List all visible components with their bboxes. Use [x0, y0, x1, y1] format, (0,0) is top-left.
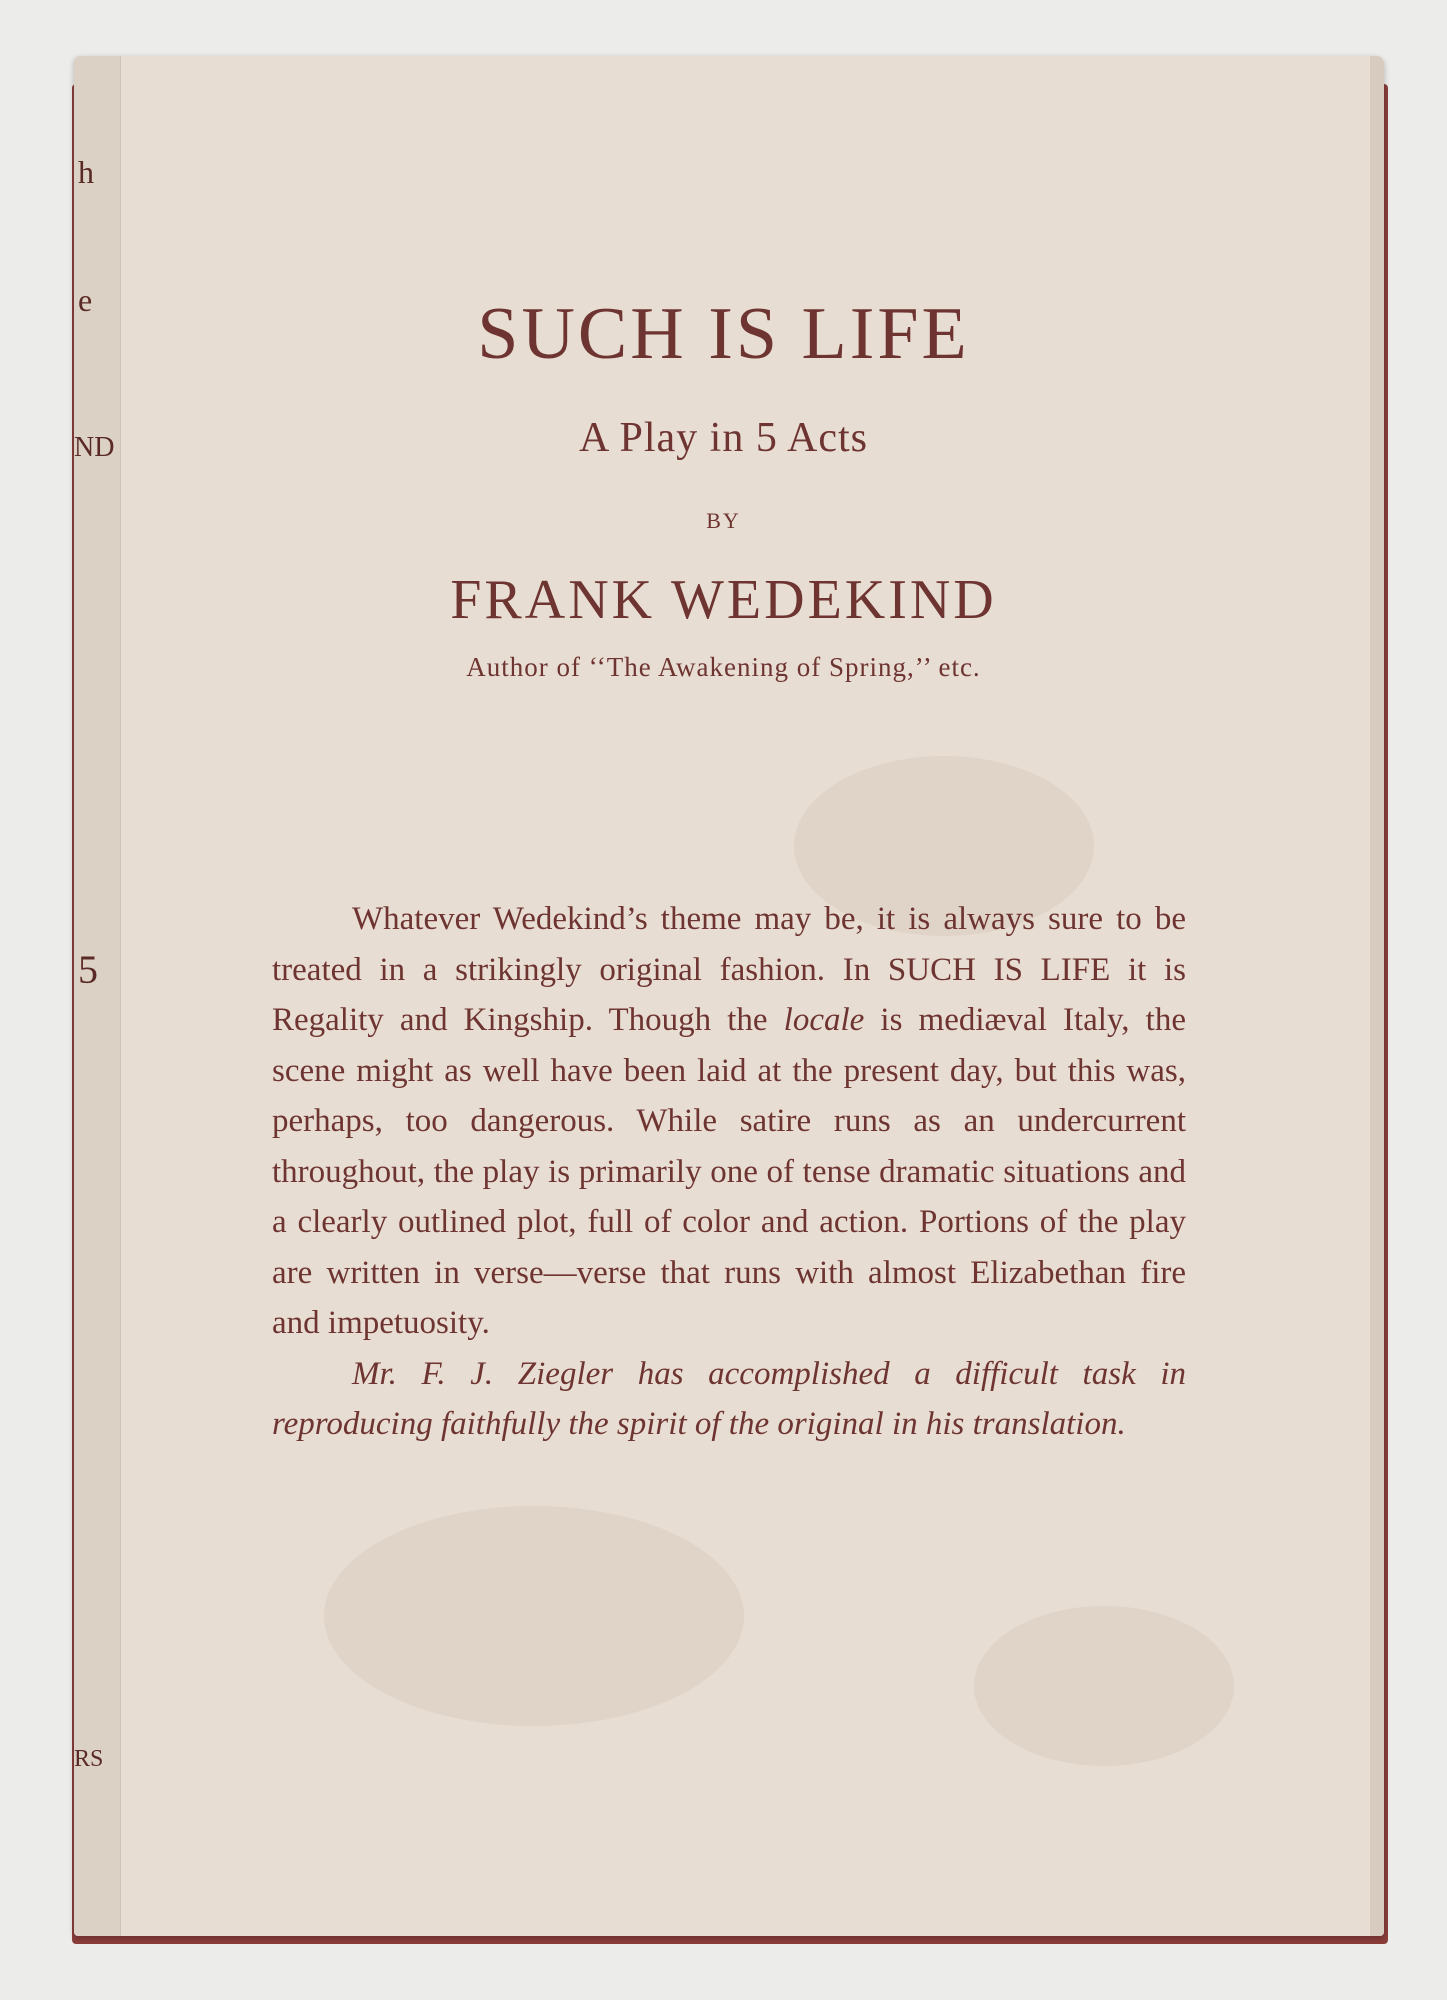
- book-subtitle: A Play in 5 Acts: [578, 415, 869, 461]
- book-title: SUCH IS LIFE: [477, 293, 970, 375]
- blurb: [272, 894, 1186, 1450]
- author-name: FRANK WEDEKIND: [450, 569, 997, 631]
- spine-fragment: RS: [74, 1746, 104, 1772]
- spine-fragment: ND: [74, 432, 115, 463]
- locale-word: locale: [783, 1002, 865, 1038]
- translator-note: Mr. F. J. Ziegler has accomplished a difficult task in reproducing faithfully the spirit of the original in his translation.: [272, 1355, 1186, 1442]
- blurb-text: is mediæval Italy, the scene might as well have been laid at the present day, but this was, perhaps, too dangerous. While satire runs as an undercurrent throughout, the play is primarily one of tense dramatic situations and a clearly outlined plot, full of color and action. Portions of the play are written in verse—verse that runs with almost Elizabethan fire and impetuosity.: [272, 1002, 1186, 1341]
- blurb-paragraph: [272, 894, 1186, 1349]
- by-line: BY: [706, 508, 741, 533]
- spine-fragment: e: [78, 282, 93, 318]
- paper-stain: [324, 1506, 744, 1726]
- spine-fragment: h: [78, 154, 94, 190]
- paper-stain: [974, 1606, 1234, 1766]
- spine-fragment: 5: [78, 947, 98, 992]
- blurb-text: Whatever Wedekind’s theme may be, it is always sure to be treated in a strikingly original fashion. In SUCH IS LIFE it is Regality and Kingship. Though the: [272, 901, 1186, 1038]
- author-note: Author of ‘‘The Awakening of Spring,’’ etc.: [466, 652, 981, 682]
